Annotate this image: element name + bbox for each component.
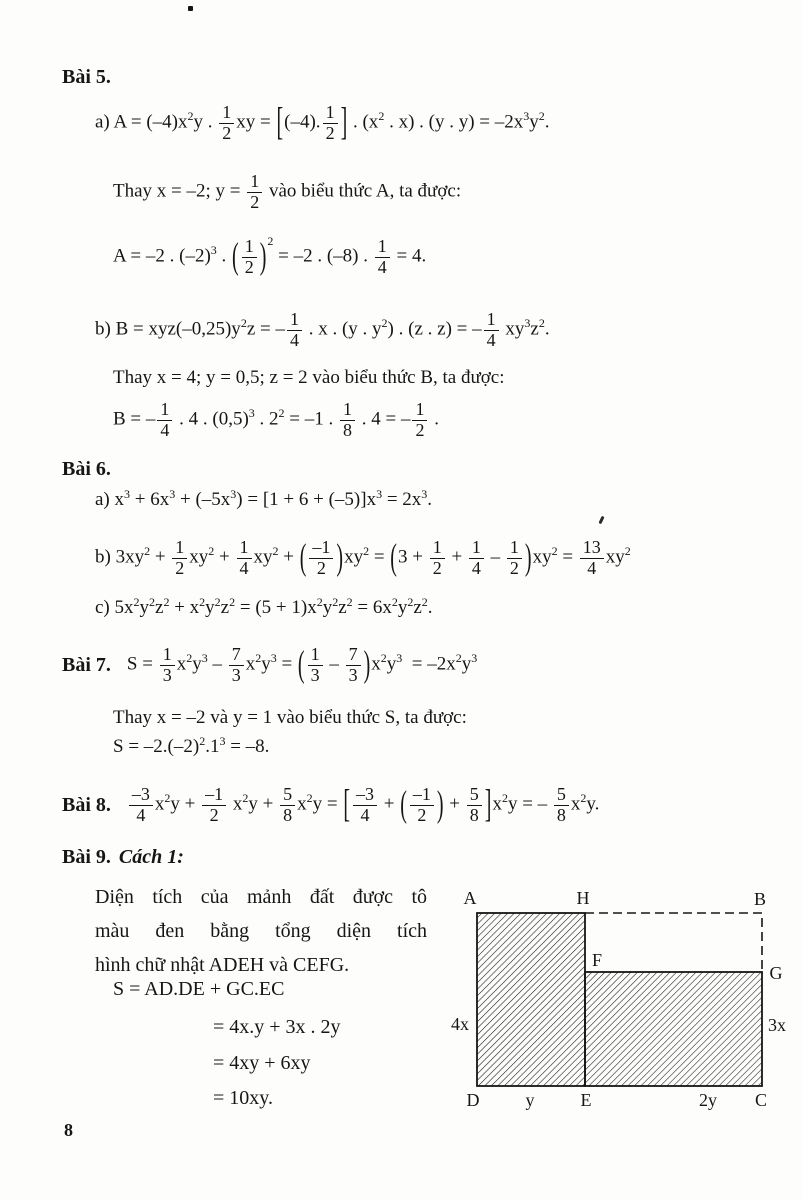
- bai8-heading: Bài 8.: [62, 793, 111, 816]
- bai9-equation-4: = 10xy.: [213, 1087, 273, 1109]
- print-tick-artifact: [598, 516, 604, 525]
- figure-label-H: H: [576, 888, 590, 908]
- bai6-line-a: a) x3 + 6x3 + (–5x3) = [1 + 6 + (–5)]x3 = 2x3.: [95, 487, 433, 510]
- bai5-a-eval: A = –2 . (–2)3 . ( $\frac{1}{2}$ )2 = –2 . (–8) . $\frac{1}{4}$ = 4.: [113, 234, 427, 278]
- figure-label-G: G: [769, 963, 783, 983]
- figure-dim-left-4x: 4x: [451, 1014, 469, 1034]
- bai5-thay-a: Thay x = –2; y = $\frac{1}{2}$ vào biểu thức A, ta được:: [113, 170, 462, 212]
- figure-label-A: A: [463, 888, 477, 908]
- figure-label-B: B: [753, 889, 767, 909]
- bai7-row: [62, 637, 477, 693]
- bai9-paragraph-line: Diện tích của mảnh đất được tô: [95, 886, 427, 908]
- bai6-line-b: b) 3xy2 + $\frac{1}{2}$ xy2 + $\frac{1}{4}$ xy2 + ( $\frac{-1}{2}$ )xy2 = (3 + $\frac{1}{2}$ + $\frac{1}{4}$ – $\frac{1}{2}$ )xy2 = $\frac{13}{4}$ xy2: [95, 536, 631, 579]
- bai5-thay-b-row: [113, 365, 505, 391]
- bai9-subheading: Cách 1:: [118, 846, 184, 868]
- figure-dim-bottom-y: y: [525, 1090, 535, 1110]
- page-number: 8: [64, 1120, 73, 1140]
- bai6-heading: Bài 6.: [62, 458, 111, 480]
- bai7-eval: S = –2.(–2)2.13 = –8.: [113, 734, 270, 757]
- bai9-equation-1: S = AD.DE + GC.EC: [113, 978, 285, 1000]
- bai5-line-b: b) B = xyz(–0,25)y2z = – $\frac{1}{4}$ . x . (y . y2) . (z . z) = – $\frac{1}{4}$ xy3z2.: [95, 308, 550, 350]
- bai9-paragraph: [95, 880, 427, 982]
- bai7-heading: Bài 7.: [62, 653, 111, 676]
- bai6-line-c: c) 5x2y2z2 + x2y2z2 = (5 + 1)x2y2z2 = 6x2y2z2.: [95, 595, 433, 618]
- bai9-paragraph-line: hình chữ nhật ADEH và CEFG.: [95, 954, 350, 976]
- bai5-b-eval-row: [113, 393, 439, 447]
- figure-dim-bottom-2y: 2y: [699, 1090, 717, 1110]
- bai5-line-b-row: [95, 303, 550, 357]
- bai7-thay: Thay x = –2 và y = 1 vào biểu thức S, ta được:: [113, 707, 467, 728]
- figure-dim-right-3x: 3x: [768, 1015, 786, 1035]
- figure-label-F: F: [591, 950, 603, 970]
- bai9-heading-row: [62, 846, 184, 869]
- bai9-equation-2: = 4x.y + 3x . 2y: [213, 1016, 341, 1038]
- figure-label-D: D: [466, 1090, 480, 1110]
- figure-rect-ADEH: [477, 913, 585, 1086]
- figure-dashed-HB-BG: [585, 913, 762, 972]
- bai9-paragraph-line: màu đen bằng tổng diện tích: [95, 920, 427, 942]
- bai8-row: [62, 777, 599, 833]
- bai5-line-a: a) A = (–4)x2y . $\frac{1}{2}$ xy = [(–4). $\frac{1}{2}$ ] . (x2 . x) . (y . y) = –2x3y2.: [95, 101, 550, 145]
- bai5-line-a-row: [95, 96, 550, 150]
- bai9-figure: [445, 878, 797, 1118]
- bai5-heading: Bài 5.: [62, 66, 111, 88]
- bai5-a-eval-row: [113, 227, 426, 287]
- figure-label-C: C: [754, 1090, 768, 1110]
- bai7-line-s: S = $\frac{1}{3}$ x2y3 – $\frac{7}{3}$ x2y3 = ( $\frac{1}{3}$ – $\frac{7}{3}$ )x2y3 = –2x2y3: [126, 643, 478, 686]
- figure-rect-CEFG: [585, 972, 762, 1086]
- bai7-thay-row: [113, 705, 467, 731]
- bai5-thay-b: Thay x = 4; y = 0,5; z = 2 vào biểu thức B, ta được:: [113, 367, 505, 388]
- bai6-line-a-row: [95, 486, 432, 514]
- figure-label-E: E: [580, 1090, 592, 1110]
- bai9-heading: Bài 9.: [62, 846, 111, 868]
- bai6-line-b-row: [95, 530, 631, 586]
- bai5-b-eval: B = – $\frac{1}{4}$ . 4 . (0,5)3 . 22 = –1 . $\frac{1}{8}$ . 4 = – $\frac{1}{2}$ .: [113, 398, 439, 440]
- bai8-line: $\frac{-3}{4}$ x2y + $\frac{-1}{2}$ x2y + $\frac{5}{8}$ x2y = [ $\frac{-3}{4}$ + ( $\frac{-1}{2}$ ) + $\frac{5}{8}$ ]x2y = – $\frac{5}{8}$ x2y.: [127, 785, 600, 826]
- print-dot-artifact: [188, 6, 193, 11]
- bai7-eval-row: [113, 734, 269, 760]
- bai6-line-c-row: [95, 594, 433, 622]
- bai5-thay-a-row: [113, 165, 461, 219]
- bai9-equation-3: = 4xy + 6xy: [213, 1052, 311, 1074]
